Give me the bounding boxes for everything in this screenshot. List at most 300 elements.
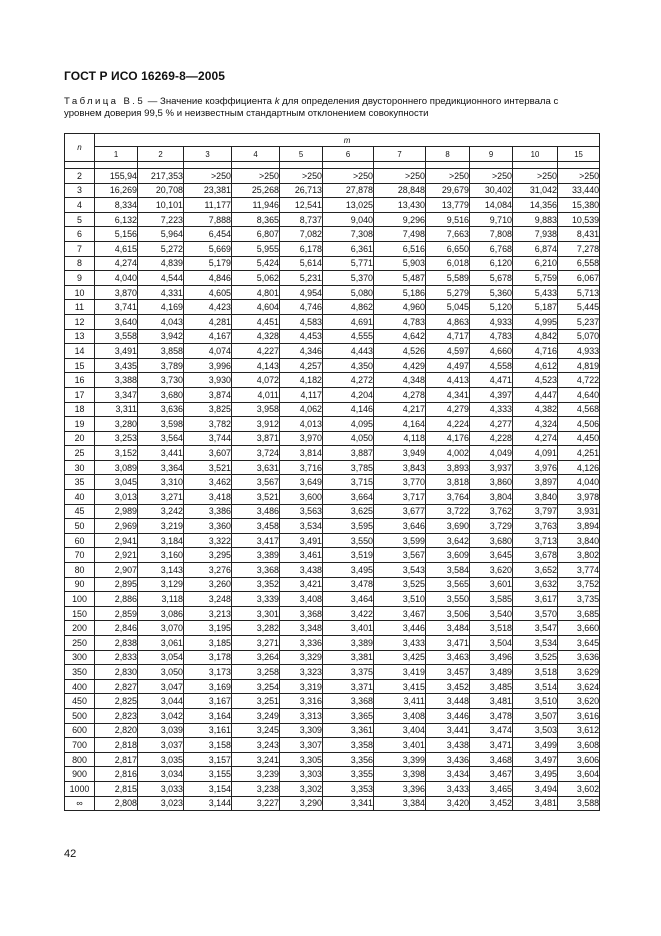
k-value-cell: 7,808 [470, 227, 513, 242]
k-value-cell: 3,433 [426, 781, 470, 796]
n-value-cell: 500 [65, 708, 95, 723]
table-row [65, 431, 600, 446]
k-value-cell: 4,272 [323, 373, 374, 388]
k-value-cell: 5,424 [232, 256, 280, 271]
k-value-cell: 10,539 [558, 212, 600, 227]
table-row [65, 373, 600, 388]
table-row [65, 708, 600, 723]
k-value-cell: 4,126 [558, 460, 600, 475]
k-value-cell: 3,664 [323, 490, 374, 505]
k-value-cell: 4,350 [323, 358, 374, 373]
table-row [65, 300, 600, 315]
k-value-cell: 3,930 [184, 373, 232, 388]
k-value-cell: 5,231 [280, 271, 323, 286]
k-value-cell: 3,436 [426, 752, 470, 767]
table-row [65, 650, 600, 665]
k-value-cell: 3,311 [95, 402, 138, 417]
table-row [65, 723, 600, 738]
n-value-cell: 35 [65, 475, 95, 490]
n-value-cell: 7 [65, 241, 95, 256]
k-value-cell: 3,404 [374, 723, 426, 738]
k-value-cell: 3,741 [95, 300, 138, 315]
k-value-cell: 4,049 [470, 446, 513, 461]
k-value-cell: 5,433 [513, 285, 558, 300]
k-value-cell: 3,550 [323, 533, 374, 548]
table-row [65, 402, 600, 417]
n-value-cell: 12 [65, 314, 95, 329]
k-value-cell: 3,608 [558, 738, 600, 753]
k-value-cell: 4,717 [426, 329, 470, 344]
k-value-cell: 3,609 [426, 548, 470, 563]
k-value-cell: 4,423 [184, 300, 232, 315]
table-row [65, 694, 600, 709]
n-value-cell: 6 [65, 227, 95, 242]
k-value-cell: 3,356 [323, 752, 374, 767]
k-value-cell: 3,245 [232, 723, 280, 738]
k-value-cell: 3,013 [95, 490, 138, 505]
k-value-cell: 6,768 [470, 241, 513, 256]
k-value-cell: 4,324 [513, 417, 558, 432]
table-row [65, 636, 600, 651]
k-value-cell: 3,471 [426, 636, 470, 651]
k-value-cell: 4,597 [426, 344, 470, 359]
k-value-cell: 3,061 [138, 636, 184, 651]
n-value-cell: 4 [65, 198, 95, 213]
k-value-cell: 5,070 [558, 329, 600, 344]
k-value-cell: 6,516 [374, 241, 426, 256]
spacer-cell [232, 162, 280, 169]
table-row [65, 519, 600, 534]
k-value-cell: 4,429 [374, 358, 426, 373]
k-value-cell: 3,858 [138, 344, 184, 359]
k-value-cell: 4,002 [426, 446, 470, 461]
k-value-cell: 3,804 [470, 490, 513, 505]
k-value-cell: 4,612 [513, 358, 558, 373]
table-row [65, 796, 600, 811]
k-value-cell: 3,323 [280, 665, 323, 680]
n-value-cell: 16 [65, 373, 95, 388]
k-value-cell: 3,152 [95, 446, 138, 461]
k-value-cell: 3,519 [323, 548, 374, 563]
table-caption [64, 96, 598, 120]
n-value-cell: 350 [65, 665, 95, 680]
k-value-cell: 5,713 [558, 285, 600, 300]
k-value-cell: 3,481 [470, 694, 513, 709]
k-value-cell: 3,976 [513, 460, 558, 475]
k-value-cell: 3,735 [558, 592, 600, 607]
k-value-cell: >250 [470, 169, 513, 184]
k-value-cell: 4,228 [470, 431, 513, 446]
k-value-cell: 26,713 [280, 183, 323, 198]
k-value-cell: 3,280 [95, 417, 138, 432]
k-value-cell: >250 [323, 169, 374, 184]
k-value-cell: 3,584 [426, 563, 470, 578]
k-value-cell: 3,388 [95, 373, 138, 388]
k-value-cell: 3,717 [374, 490, 426, 505]
k-value-cell: 3,118 [138, 592, 184, 607]
n-value-cell: 17 [65, 387, 95, 402]
k-value-cell: 3,894 [558, 519, 600, 534]
m-column-header-cell: 4 [232, 147, 280, 162]
k-value-cell: 4,341 [426, 387, 470, 402]
k-value-cell: 6,807 [232, 227, 280, 242]
k-value-cell: 13,779 [426, 198, 470, 213]
k-value-cell: 5,955 [232, 241, 280, 256]
k-value-cell: 3,494 [513, 781, 558, 796]
k-value-cell: 3,774 [558, 563, 600, 578]
k-value-cell: 4,413 [426, 373, 470, 388]
k-value-cell: 2,808 [95, 796, 138, 811]
k-value-cell: 3,680 [470, 533, 513, 548]
table-row [65, 606, 600, 621]
k-value-cell: 4,257 [280, 358, 323, 373]
k-value-cell: 5,237 [558, 314, 600, 329]
k-value-cell: 3,042 [138, 708, 184, 723]
k-value-cell: 3,645 [558, 636, 600, 651]
k-value-cell: 3,525 [374, 577, 426, 592]
m-column-header-cell: 9 [470, 147, 513, 162]
k-value-cell: 33,440 [558, 183, 600, 198]
k-value-cell: 3,521 [232, 490, 280, 505]
k-value-cell: 4,146 [323, 402, 374, 417]
k-value-cell: 4,555 [323, 329, 374, 344]
k-value-cell: 4,333 [470, 402, 513, 417]
k-value-cell: 2,827 [95, 679, 138, 694]
k-value-cell: 3,677 [374, 504, 426, 519]
n-column-header: n [65, 134, 95, 162]
k-value-cell: 27,878 [323, 183, 374, 198]
k-value-cell: 5,045 [426, 300, 470, 315]
k-value-cell: 4,933 [470, 314, 513, 329]
k-value-cell: 13,430 [374, 198, 426, 213]
k-value-cell: 3,358 [323, 738, 374, 753]
k-value-cell: 3,534 [513, 636, 558, 651]
k-value-cell: 6,558 [558, 256, 600, 271]
k-value-cell: 6,120 [470, 256, 513, 271]
k-value-cell: 25,268 [232, 183, 280, 198]
k-value-cell: 3,313 [280, 708, 323, 723]
k-value-cell: 4,348 [374, 373, 426, 388]
k-value-cell: 2,816 [95, 767, 138, 782]
k-value-cell: 3,319 [280, 679, 323, 694]
k-value-cell: 3,463 [426, 650, 470, 665]
k-value-cell: 3,411 [374, 694, 426, 709]
k-value-cell: 3,155 [184, 767, 232, 782]
k-value-cell: 3,154 [184, 781, 232, 796]
k-value-cell: 3,329 [280, 650, 323, 665]
k-value-cell: 3,478 [323, 577, 374, 592]
k-value-cell: 3,039 [138, 723, 184, 738]
k-value-cell: 3,178 [184, 650, 232, 665]
k-value-cell: 3,874 [184, 387, 232, 402]
k-value-cell: 3,438 [426, 738, 470, 753]
k-value-cell: 3,616 [558, 708, 600, 723]
k-value-cell: 3,636 [558, 650, 600, 665]
k-value-cell: 3,249 [232, 708, 280, 723]
k-value-cell: 3,389 [323, 636, 374, 651]
k-value-cell: 5,120 [470, 300, 513, 315]
k-value-cell: 3,309 [280, 723, 323, 738]
k-value-cell: 3,441 [138, 446, 184, 461]
k-value-cell: 3,290 [280, 796, 323, 811]
table-row [65, 577, 600, 592]
k-value-cell: 6,650 [426, 241, 470, 256]
k-value-cell: 3,157 [184, 752, 232, 767]
k-value-cell: 3,607 [184, 446, 232, 461]
k-value-cell: 3,399 [374, 752, 426, 767]
k-value-cell: 4,544 [138, 271, 184, 286]
k-value-cell: 6,178 [280, 241, 323, 256]
k-value-cell: 3,499 [513, 738, 558, 753]
k-value-cell: 4,176 [426, 431, 470, 446]
coefficient-table [64, 133, 600, 811]
k-value-cell: 3,802 [558, 548, 600, 563]
k-value-cell: 3,384 [374, 796, 426, 811]
k-value-cell: 3,303 [280, 767, 323, 782]
k-value-cell: 6,210 [513, 256, 558, 271]
spacer-cell [323, 162, 374, 169]
k-value-cell: 4,842 [513, 329, 558, 344]
table-row [65, 212, 600, 227]
spacer-cell [374, 162, 426, 169]
k-value-cell: 4,863 [426, 314, 470, 329]
k-value-cell: 3,239 [232, 767, 280, 782]
table-row [65, 548, 600, 563]
k-value-cell: 3,143 [138, 563, 184, 578]
k-value-cell: 3,452 [470, 796, 513, 811]
k-value-cell: 3,044 [138, 694, 184, 709]
table-caption-text-2: для определения двустороннего предикционного интервала с уровнем доверия 99,5 % и неизвестным стандартным отклонением совокупности [64, 96, 559, 119]
k-value-cell: 2,895 [95, 577, 138, 592]
k-value-cell: 4,933 [558, 344, 600, 359]
n-value-cell: 800 [65, 752, 95, 767]
k-value-cell: 4,722 [558, 373, 600, 388]
k-value-cell: 4,278 [374, 387, 426, 402]
table-body [65, 162, 600, 811]
k-value-cell: 3,588 [558, 796, 600, 811]
k-value-cell: 3,525 [513, 650, 558, 665]
table-row [65, 563, 600, 578]
k-value-cell: 4,043 [138, 314, 184, 329]
k-value-cell: >250 [374, 169, 426, 184]
k-value-cell: 4,660 [470, 344, 513, 359]
spacer-cell [95, 162, 138, 169]
k-value-cell: 4,819 [558, 358, 600, 373]
k-value-cell: 3,814 [280, 446, 323, 461]
k-value-cell: 5,187 [513, 300, 558, 315]
k-value-cell: 3,438 [280, 563, 323, 578]
k-value-cell: 4,328 [232, 329, 280, 344]
k-value-cell: 3,386 [184, 504, 232, 519]
k-value-cell: 6,018 [426, 256, 470, 271]
n-value-cell: 450 [65, 694, 95, 709]
k-value-cell: 4,169 [138, 300, 184, 315]
k-value-cell: 8,365 [232, 212, 280, 227]
table-row [65, 665, 600, 680]
table-row [65, 475, 600, 490]
k-value-cell: 4,801 [232, 285, 280, 300]
k-value-cell: 3,484 [426, 621, 470, 636]
k-value-cell: 4,746 [280, 300, 323, 315]
table-row [65, 679, 600, 694]
k-value-cell: 3,897 [513, 475, 558, 490]
n-value-cell: 20 [65, 431, 95, 446]
table-row [65, 504, 600, 519]
k-value-cell: 4,346 [280, 344, 323, 359]
table-row [65, 490, 600, 505]
k-value-cell: 3,129 [138, 577, 184, 592]
n-value-cell: 200 [65, 621, 95, 636]
k-value-cell: 3,797 [513, 504, 558, 519]
k-value-cell: 3,724 [232, 446, 280, 461]
k-value-cell: 3,645 [470, 548, 513, 563]
k-value-cell: 3,478 [470, 708, 513, 723]
k-value-cell: 5,669 [184, 241, 232, 256]
k-value-cell: 3,371 [323, 679, 374, 694]
k-value-cell: 3,558 [95, 329, 138, 344]
k-value-cell: 3,467 [374, 606, 426, 621]
k-value-cell: 155,94 [95, 169, 138, 184]
k-value-cell: 12,541 [280, 198, 323, 213]
k-value-cell: 3,389 [232, 548, 280, 563]
k-value-cell: 3,496 [470, 650, 513, 665]
k-value-cell: 15,380 [558, 198, 600, 213]
k-value-cell: 31,042 [513, 183, 558, 198]
k-value-cell: 6,874 [513, 241, 558, 256]
k-value-cell: 3,364 [138, 460, 184, 475]
n-value-cell: 150 [65, 606, 95, 621]
n-value-cell: 3 [65, 183, 95, 198]
k-value-cell: 3,462 [184, 475, 232, 490]
k-value-cell: 4,182 [280, 373, 323, 388]
k-value-cell: 3,401 [374, 738, 426, 753]
k-value-cell: 2,818 [95, 738, 138, 753]
table-caption-k-symbol: k [274, 96, 280, 107]
k-value-cell: 3,034 [138, 767, 184, 782]
k-value-cell: 5,179 [184, 256, 232, 271]
k-value-cell: 16,269 [95, 183, 138, 198]
k-value-cell: 3,893 [426, 460, 470, 475]
k-value-cell: 3,144 [184, 796, 232, 811]
n-value-cell: 45 [65, 504, 95, 519]
k-value-cell: 3,625 [323, 504, 374, 519]
k-value-cell: 4,497 [426, 358, 470, 373]
k-value-cell: 5,614 [280, 256, 323, 271]
k-value-cell: 3,567 [374, 548, 426, 563]
k-value-cell: 3,238 [232, 781, 280, 796]
k-value-cell: 3,158 [184, 738, 232, 753]
k-value-cell: 3,368 [323, 694, 374, 709]
k-value-cell: 3,468 [470, 752, 513, 767]
k-value-cell: 4,331 [138, 285, 184, 300]
k-value-cell: 4,583 [280, 314, 323, 329]
k-value-cell: 3,752 [558, 577, 600, 592]
k-value-cell: 4,642 [374, 329, 426, 344]
k-value-cell: 3,678 [513, 548, 558, 563]
k-value-cell: 4,277 [470, 417, 513, 432]
k-value-cell: 3,302 [280, 781, 323, 796]
k-value-cell: 3,050 [138, 665, 184, 680]
k-value-cell: 3,871 [232, 431, 280, 446]
k-value-cell: 3,620 [558, 694, 600, 709]
k-value-cell: 3,685 [558, 606, 600, 621]
table-row [65, 738, 600, 753]
m-values-header-row [65, 147, 600, 162]
n-value-cell: 60 [65, 533, 95, 548]
k-value-cell: 3,054 [138, 650, 184, 665]
k-value-cell: 3,646 [374, 519, 426, 534]
k-value-cell: 3,434 [426, 767, 470, 782]
k-value-cell: 7,498 [374, 227, 426, 242]
k-value-cell: 4,960 [374, 300, 426, 315]
k-value-cell: 3,716 [280, 460, 323, 475]
table-row [65, 533, 600, 548]
k-value-cell: 3,452 [426, 679, 470, 694]
k-value-cell: 3,942 [138, 329, 184, 344]
k-value-cell: 217,353 [138, 169, 184, 184]
k-value-cell: 2,907 [95, 563, 138, 578]
k-value-cell: 3,420 [426, 796, 470, 811]
k-value-cell: 28,848 [374, 183, 426, 198]
k-value-cell: 3,543 [374, 563, 426, 578]
k-value-cell: 3,595 [323, 519, 374, 534]
k-value-cell: 4,471 [470, 373, 513, 388]
k-value-cell: 3,461 [280, 548, 323, 563]
k-value-cell: 11,177 [184, 198, 232, 213]
m-column-header-cell: 5 [280, 147, 323, 162]
k-value-cell: 3,243 [232, 738, 280, 753]
k-value-cell: 3,425 [374, 650, 426, 665]
k-value-cell: 3,764 [426, 490, 470, 505]
k-value-cell: 4,040 [558, 475, 600, 490]
n-value-cell: 11 [65, 300, 95, 315]
k-value-cell: 3,471 [470, 738, 513, 753]
k-value-cell: 3,248 [184, 592, 232, 607]
k-value-cell: 3,446 [426, 708, 470, 723]
k-value-cell: 3,322 [184, 533, 232, 548]
k-value-cell: 3,642 [426, 533, 470, 548]
k-value-cell: 3,762 [470, 504, 513, 519]
k-value-cell: 3,481 [513, 796, 558, 811]
k-value-cell: 3,352 [232, 577, 280, 592]
k-value-cell: 3,348 [280, 621, 323, 636]
k-value-cell: 3,173 [184, 665, 232, 680]
k-value-cell: 3,408 [280, 592, 323, 607]
k-value-cell: 3,601 [470, 577, 513, 592]
k-value-cell: 3,565 [426, 577, 470, 592]
n-value-cell: 2 [65, 169, 95, 184]
m-column-header-cell: 7 [374, 147, 426, 162]
k-value-cell: 3,264 [232, 650, 280, 665]
k-value-cell: 9,296 [374, 212, 426, 227]
k-value-cell: 4,204 [323, 387, 374, 402]
k-value-cell: 3,433 [374, 636, 426, 651]
k-value-cell: 6,454 [184, 227, 232, 242]
k-value-cell: 23,381 [184, 183, 232, 198]
k-value-cell: 4,040 [95, 271, 138, 286]
table-row [65, 592, 600, 607]
m-column-header-cell: 6 [323, 147, 374, 162]
k-value-cell: 3,506 [426, 606, 470, 621]
spacer-cell [138, 162, 184, 169]
k-value-cell: 3,825 [184, 402, 232, 417]
k-value-cell: 3,089 [95, 460, 138, 475]
n-value-cell: 25 [65, 446, 95, 461]
k-value-cell: 3,843 [374, 460, 426, 475]
k-value-cell: 3,649 [280, 475, 323, 490]
k-value-cell: 4,095 [323, 417, 374, 432]
k-value-cell: 5,186 [374, 285, 426, 300]
